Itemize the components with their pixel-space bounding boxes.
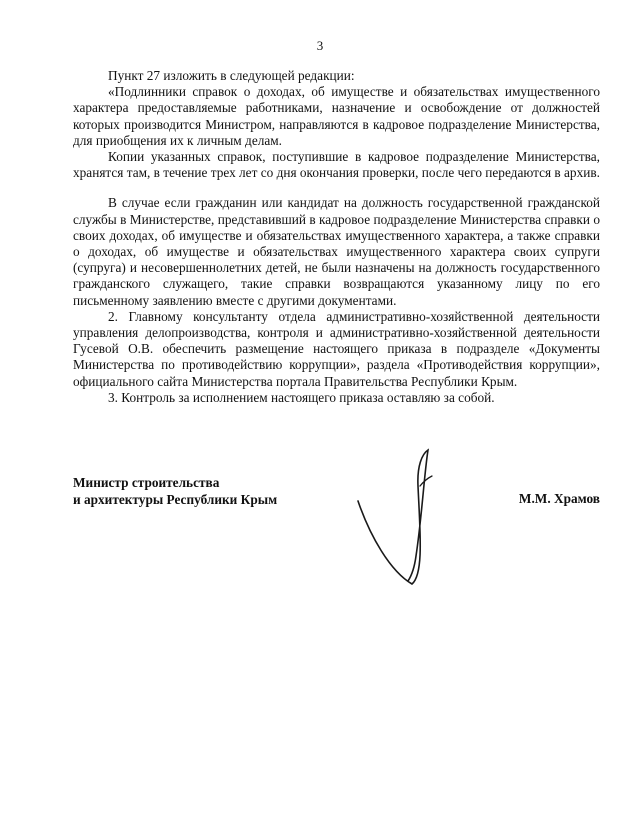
page-number: 3 (316, 38, 324, 53)
signatory-title-line1: Министр строительства (73, 475, 220, 490)
paragraph-return-of-documents: В случае если гражданин или кандидат на должность государственной гражданской службы в Министерстве, представивший в кадровое подразделение Министерства справки о своих доходах, об имуществе и обязательствах имущественного характера, а также справки о доходах, об имуществе и обязательствах имущественного характера своих супруги (супруга) и несовершеннолетних детей, не были назначены на должность государственного гражданского служащего, такие справки возвращаются указанному лицу по его письменному заявлению вместе с другими документами. (73, 195, 600, 308)
paragraph-originals: «Подлинники справок о доходах, об имуществе и обязательствах имущественного характера предоставляемые работниками, назначение и освобождение от должностей которых производится Министром, направляются в кадровое подразделение Министерства, для приобщения их к личным делам. (73, 84, 600, 148)
signatory-title (73, 474, 277, 508)
signatory-name: М.М. Храмов (518, 491, 600, 506)
handwritten-signature (350, 446, 460, 596)
paragraph-item-3: 3. Контроль за исполнением настоящего приказа оставляю за собой. (108, 389, 495, 405)
paragraph-amendment-intro: Пункт 27 изложить в следующей редакции: (108, 68, 355, 83)
paragraph-copies: Копии указанных справок, поступившие в кадровое подразделение Министерства, хранятся там, в течение трех лет со дня окончания проверки, после чего передаются в архив. (73, 149, 600, 181)
signatory-title-line2: и архитектуры Республики Крым (73, 492, 278, 507)
document-body (73, 68, 600, 406)
paragraph-item-2: 2. Главному консультанту отдела административно-хозяйственной деятельности управления делопроизводства, контроля и административно-хозяйственной деятельности Гусевой О.В. обеспечить размещение настоящего приказа в подразделе «Документы Министерства по противодействию коррупции», раздела «Противодействия коррупции», официального сайта Министерства портала Правительства Республики Крым. (73, 308, 600, 389)
